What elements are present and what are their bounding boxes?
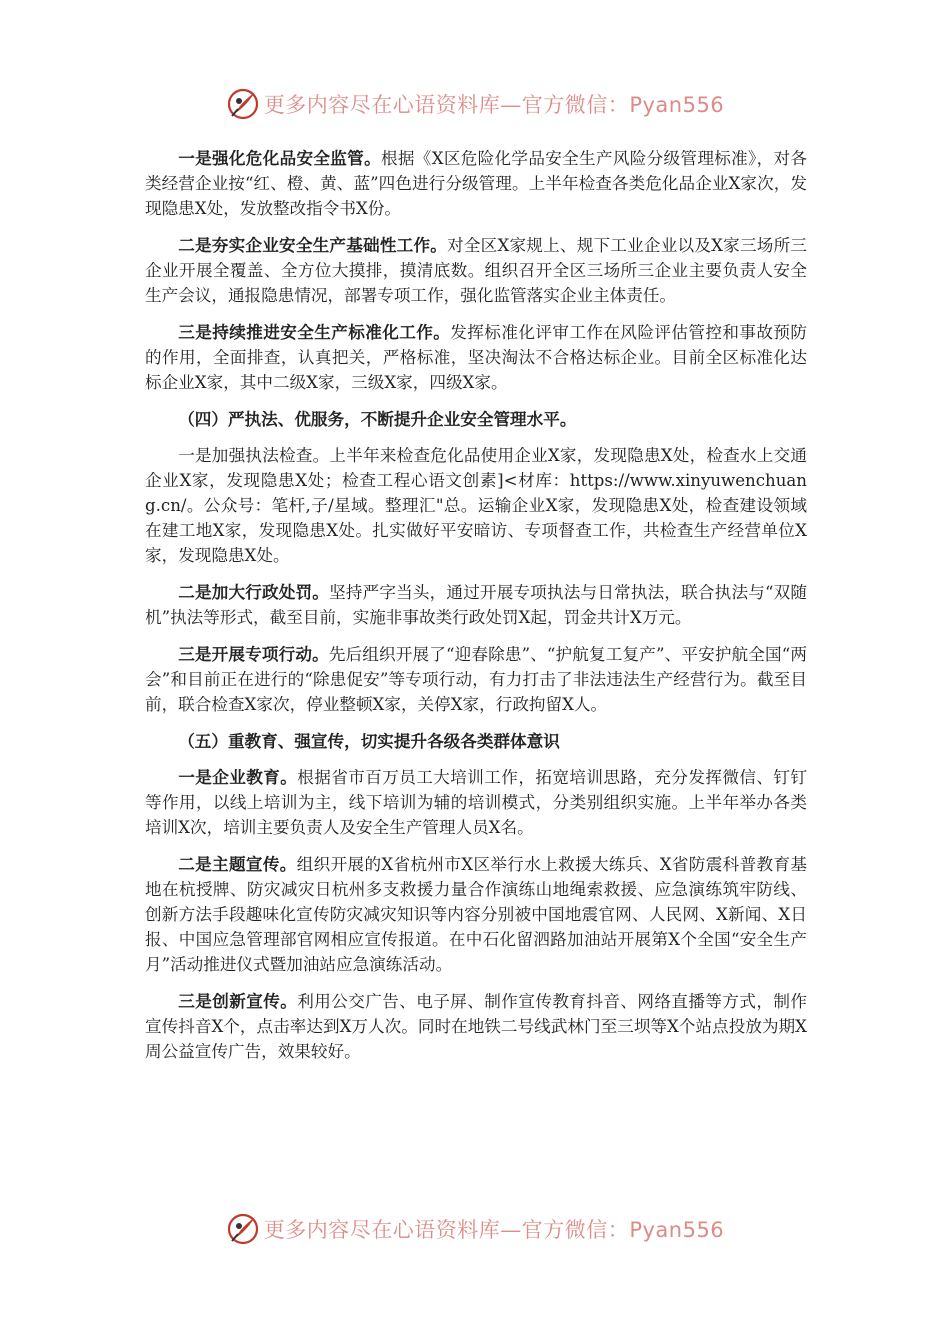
paragraph-text: 根据《X区危险化学品安全生产风险分级管理标准》，对各类经营企业按“红、橙、黄、蓝”四色进行分级管理。上半年检查各类危化品企业X家次，发现隐患X处，发放整改指令书X份。 [145,149,808,218]
paragraph-text: 对全区X家规上、规下工业企业以及X家三场所三企业开展全覆盖、全方位大摸排，摸清底数。组织召开全区三场所三企业主要负责人安全生产会议，通报隐患情况，部署专项工作，强化监管落实企业主体责任。 [145,236,807,305]
paragraph [145,146,807,221]
quill-logo-icon [226,1212,260,1246]
paragraph-lead: 一是企业教育。 [178,767,298,787]
paragraph-lead: 二是加大行政处罚。 [178,582,330,602]
paragraph [145,233,807,308]
paragraph-lead: 二是主题宣传。 [178,854,297,874]
banner-text: 更多内容尽在心语资料库—官方微信： [263,1218,630,1242]
paragraph-lead: 二是夯实企业安全生产基础性工作。 [178,235,448,255]
paragraph-text: 发挥标准化评审工作在风险评估管控和事故预防的作用，全面排查，认真把关，严格标准，坚决淘汰不合格达标企业。目前全区标准化达标企业X家，其中二级X家，三级X家，四级X家。 [145,323,808,392]
paragraph [145,852,807,977]
paragraph-text: 坚持严字当头，通过开展专项执法与日常执法，联合执法与“双随机”执法等形式，截至目前，实施非事故类行政处罚X起，罚金共计X万元。 [145,583,807,627]
paragraph-text: 组织开展的X省杭州市X区举行水上救援大练兵、X省防震科普教育基地在杭授牌、防灾减灾日杭州多支救援力量合作演练山地绳索救援、应急演练筑牢防线、创新方法手段趣味化宣传防灾减灾知识等内容分别被中国地震官网、人民网、X新闻、X日报、中国应急管理部官网相应宣传报道。在中石化留泗路加油站开展第X个全国“安全生产月”活动推进仪式暨加油站应急演练活动。 [145,855,807,974]
section-heading: （四）严执法、优服务，不断提升企业安全管理水平。 [178,409,577,429]
paragraph-text: 利用公交广告、电子屏、制作宣传教育抖音、网络直播等方式，制作宣传抖音X个，点击率达到X万人次。同时在地铁二号线武林门至三坝等X个站点投放为期X周公益宣传广告，效果较好。 [145,992,808,1061]
paragraph [145,443,807,568]
paragraph-lead: 三是创新宣传。 [178,991,298,1011]
banner-wechat-handle: Pyan556 [629,93,725,117]
paragraph-text: 一是加强执法检查。上半年来检查危化品使用企业X家，发现隐患X处，检查水上交通企业X家，发现隐患X处；检查工程心语文创素]<材库：https://www.xinyuwenchuang.cn/。公众号：笔杆,子/星域。整理汇"总。运输企业X家，发现隐患X处，检查建设领域在建工地X家，发现隐患X处。扎实做好平安暗访、专项督查工作，共检查生产经营单位X家，发现隐患X处。 [145,446,807,565]
header-banner [0,84,950,124]
paragraph-text: 先后组织开展了“迎春除患”、“护航复工复产”、平安护航全国“两会”和目前正在进行的“除患促安”等专项行动，有力打击了非法违法生产经营行为。截至目前，联合检查X家次，停业整顿X家，关停X家，行政拘留X人。 [145,645,807,714]
section-heading: （五）重教育、强宣传，切实提升各级各类群体意识 [178,731,560,751]
paragraph [145,642,807,717]
paragraph-lead: 一是强化危化品安全监管。 [178,148,381,168]
paragraph-text: 根据省市百万员工大培训工作，拓宽培训思路，充分发挥微信、钉钉等作用，以线上培训为主，线下培训为辅的培训模式，分类别组织实施。上半年举办各类培训X次，培训主要负责人及安全生产管理人员X名。 [145,768,808,837]
paragraph-lead: 三是持续推进安全生产标准化工作。 [178,322,451,342]
banner-text: 更多内容尽在心语资料库—官方微信： [263,93,630,117]
footer-banner [0,1209,950,1249]
paragraph-lead: 三是开展专项行动。 [178,644,329,664]
quill-logo-icon [226,87,260,121]
paragraph [145,580,807,630]
paragraph [145,989,807,1064]
paragraph [145,320,807,395]
document-body [145,146,807,1076]
paragraph [145,765,807,840]
banner-wechat-handle: Pyan556 [629,1218,725,1242]
